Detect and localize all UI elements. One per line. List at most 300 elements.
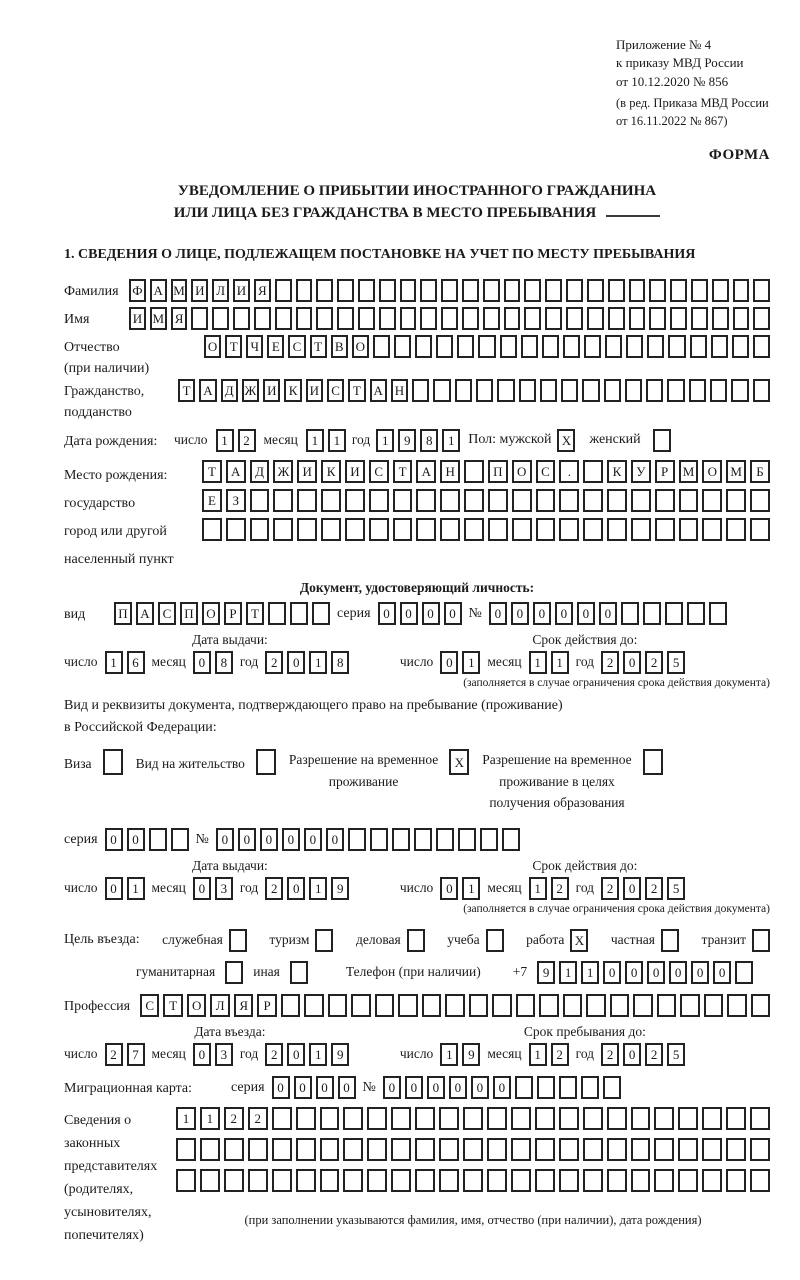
form-cell[interactable] (416, 489, 436, 512)
form-cell[interactable]: 2 (601, 877, 619, 900)
form-cell[interactable] (315, 929, 333, 952)
form-cell[interactable]: 0 (260, 828, 278, 851)
form-cell[interactable] (469, 994, 488, 1017)
form-cell[interactable]: 0 (193, 877, 211, 900)
form-cell[interactable] (379, 307, 396, 330)
form-cell[interactable]: А (370, 379, 387, 402)
form-cell[interactable]: Т (246, 602, 264, 625)
form-cell[interactable] (226, 518, 246, 541)
form-cell[interactable]: У (631, 460, 651, 483)
form-cell[interactable]: И (191, 279, 208, 302)
form-cell[interactable] (488, 518, 508, 541)
form-cell[interactable] (607, 518, 627, 541)
form-cell[interactable]: 2 (601, 651, 619, 674)
form-cell[interactable]: 1 (462, 877, 480, 900)
form-cell[interactable] (670, 307, 687, 330)
form-cell[interactable] (440, 489, 460, 512)
form-cell[interactable] (631, 489, 651, 512)
form-cell[interactable] (212, 307, 229, 330)
form-cell[interactable]: 1 (581, 961, 599, 984)
form-cell[interactable] (690, 335, 707, 358)
form-cell[interactable]: П (180, 602, 198, 625)
form-cell[interactable] (603, 1076, 621, 1099)
form-cell[interactable] (275, 279, 292, 302)
form-cell[interactable] (702, 1138, 722, 1161)
form-cell[interactable]: С (158, 602, 176, 625)
form-cell[interactable]: О (352, 335, 369, 358)
form-cell[interactable]: 9 (537, 961, 555, 984)
form-cell[interactable]: М (679, 460, 699, 483)
form-cell[interactable] (268, 602, 286, 625)
form-cell[interactable] (542, 335, 559, 358)
form-cell[interactable] (711, 335, 728, 358)
form-cell[interactable] (304, 994, 323, 1017)
form-cell[interactable] (458, 828, 476, 851)
form-cell[interactable] (229, 929, 247, 952)
form-cell[interactable] (439, 1138, 459, 1161)
form-cell[interactable] (487, 1107, 507, 1130)
form-cell[interactable] (415, 1138, 435, 1161)
form-cell[interactable] (524, 279, 541, 302)
form-cell[interactable] (367, 1107, 387, 1130)
form-cell[interactable] (521, 335, 538, 358)
form-cell[interactable] (504, 307, 521, 330)
form-cell[interactable]: 0 (405, 1076, 423, 1099)
form-cell[interactable] (416, 518, 436, 541)
form-cell[interactable]: 6 (127, 651, 145, 674)
form-cell[interactable]: 1 (306, 429, 324, 452)
form-cell[interactable] (559, 489, 579, 512)
form-cell[interactable] (654, 1107, 674, 1130)
form-cell[interactable] (415, 335, 432, 358)
form-cell[interactable]: 0 (427, 1076, 445, 1099)
form-cell[interactable] (535, 1107, 555, 1130)
form-cell[interactable]: 0 (216, 828, 234, 851)
form-cell[interactable] (478, 335, 495, 358)
form-cell[interactable] (439, 1107, 459, 1130)
form-cell[interactable] (392, 828, 410, 851)
form-cell[interactable]: 0 (440, 651, 458, 674)
form-cell[interactable] (679, 489, 699, 512)
form-cell[interactable]: 0 (647, 961, 665, 984)
form-cell[interactable]: 0 (422, 602, 440, 625)
form-cell[interactable] (420, 279, 437, 302)
form-cell[interactable]: 7 (127, 1043, 145, 1066)
form-cell[interactable]: 0 (378, 602, 396, 625)
form-cell[interactable]: 1 (200, 1107, 220, 1130)
form-cell[interactable]: 0 (489, 602, 507, 625)
form-cell[interactable] (631, 1169, 651, 1192)
form-cell[interactable] (583, 1169, 603, 1192)
form-cell[interactable]: С (288, 335, 305, 358)
form-cell[interactable]: 1 (529, 1043, 547, 1066)
form-cell[interactable]: 0 (282, 828, 300, 851)
form-cell[interactable] (296, 279, 313, 302)
form-cell[interactable] (441, 307, 458, 330)
form-cell[interactable] (751, 994, 770, 1017)
form-cell[interactable]: А (416, 460, 436, 483)
form-cell[interactable]: 0 (623, 651, 641, 674)
form-cell[interactable]: М (150, 307, 167, 330)
form-cell[interactable]: Т (202, 460, 222, 483)
form-cell[interactable] (545, 279, 562, 302)
form-cell[interactable] (367, 1138, 387, 1161)
form-cell[interactable] (463, 1169, 483, 1192)
form-cell[interactable]: Л (212, 279, 229, 302)
form-cell[interactable] (654, 1169, 674, 1192)
form-cell[interactable] (414, 828, 432, 851)
form-cell[interactable] (455, 379, 472, 402)
form-cell[interactable] (488, 489, 508, 512)
form-cell[interactable] (176, 1169, 196, 1192)
form-cell[interactable] (275, 307, 292, 330)
form-cell[interactable] (607, 1107, 627, 1130)
form-cell[interactable] (320, 1138, 340, 1161)
form-cell[interactable] (643, 749, 663, 775)
form-cell[interactable] (566, 307, 583, 330)
form-cell[interactable] (412, 379, 429, 402)
form-cell[interactable] (457, 335, 474, 358)
form-cell[interactable]: З (226, 489, 246, 512)
form-cell[interactable]: 0 (272, 1076, 290, 1099)
form-cell[interactable]: 2 (551, 1043, 569, 1066)
form-cell[interactable] (709, 602, 727, 625)
form-cell[interactable]: 9 (398, 429, 416, 452)
form-cell[interactable]: 2 (265, 877, 283, 900)
form-cell[interactable]: И (306, 379, 323, 402)
form-cell[interactable] (625, 379, 642, 402)
form-cell[interactable] (483, 279, 500, 302)
form-cell[interactable] (343, 1169, 363, 1192)
form-cell[interactable] (607, 1169, 627, 1192)
form-cell[interactable] (343, 1107, 363, 1130)
form-cell[interactable] (487, 1169, 507, 1192)
form-cell[interactable]: Е (202, 489, 222, 512)
form-cell[interactable] (691, 279, 708, 302)
form-cell[interactable] (254, 307, 271, 330)
form-cell[interactable] (515, 1076, 533, 1099)
form-cell[interactable]: И (297, 460, 317, 483)
form-cell[interactable] (702, 518, 722, 541)
form-cell[interactable] (233, 307, 250, 330)
form-cell[interactable] (727, 994, 746, 1017)
form-cell[interactable]: 3 (215, 1043, 233, 1066)
form-cell[interactable] (290, 961, 308, 984)
form-cell[interactable] (753, 379, 770, 402)
form-cell[interactable]: 1 (176, 1107, 196, 1130)
form-cell[interactable] (476, 379, 493, 402)
form-cell[interactable]: 0 (287, 877, 305, 900)
form-cell[interactable] (519, 379, 536, 402)
form-cell[interactable]: И (263, 379, 280, 402)
form-cell[interactable] (369, 489, 389, 512)
form-cell[interactable] (296, 1138, 316, 1161)
form-cell[interactable] (657, 994, 676, 1017)
form-cell[interactable]: М (726, 460, 746, 483)
form-cell[interactable] (464, 489, 484, 512)
form-cell[interactable]: И (129, 307, 146, 330)
form-cell[interactable] (200, 1169, 220, 1192)
form-cell[interactable] (511, 1107, 531, 1130)
form-cell[interactable] (712, 279, 729, 302)
form-cell[interactable]: 1 (462, 651, 480, 674)
form-cell[interactable] (407, 929, 425, 952)
form-cell[interactable] (586, 994, 605, 1017)
form-cell[interactable]: 0 (287, 651, 305, 674)
form-cell[interactable] (735, 961, 753, 984)
form-cell[interactable] (436, 828, 454, 851)
form-cell[interactable] (750, 1107, 770, 1130)
form-cell[interactable] (391, 1169, 411, 1192)
form-cell[interactable] (678, 1169, 698, 1192)
form-cell[interactable]: Я (254, 279, 271, 302)
form-cell[interactable] (753, 335, 770, 358)
form-cell[interactable]: 2 (645, 877, 663, 900)
form-cell[interactable]: 1 (551, 651, 569, 674)
form-cell[interactable]: 8 (331, 651, 349, 674)
form-cell[interactable]: 1 (440, 1043, 458, 1066)
form-cell[interactable] (440, 518, 460, 541)
form-cell[interactable] (316, 307, 333, 330)
form-cell[interactable] (348, 828, 366, 851)
form-cell[interactable] (422, 994, 441, 1017)
form-cell[interactable]: Т (178, 379, 195, 402)
form-cell[interactable]: 0 (691, 961, 709, 984)
form-cell[interactable] (559, 1107, 579, 1130)
form-cell[interactable]: 0 (193, 1043, 211, 1066)
form-cell[interactable]: 1 (442, 429, 460, 452)
form-cell[interactable] (321, 489, 341, 512)
form-cell[interactable]: О (202, 602, 220, 625)
form-cell[interactable]: 0 (105, 877, 123, 900)
form-cell[interactable] (394, 335, 411, 358)
form-cell[interactable] (750, 1169, 770, 1192)
form-cell[interactable] (464, 518, 484, 541)
form-cell[interactable] (668, 335, 685, 358)
form-cell[interactable]: Н (391, 379, 408, 402)
form-cell[interactable] (750, 489, 770, 512)
form-cell[interactable] (563, 335, 580, 358)
form-cell[interactable]: 0 (316, 1076, 334, 1099)
form-cell[interactable]: Я (171, 307, 188, 330)
form-cell[interactable]: Р (655, 460, 675, 483)
form-cell[interactable]: 1 (105, 651, 123, 674)
form-cell[interactable]: Е (267, 335, 284, 358)
form-cell[interactable]: 0 (326, 828, 344, 851)
form-cell[interactable] (358, 279, 375, 302)
form-cell[interactable] (726, 489, 746, 512)
form-cell[interactable] (649, 279, 666, 302)
form-cell[interactable]: О (187, 994, 206, 1017)
form-cell[interactable] (492, 994, 511, 1017)
form-cell[interactable]: 0 (440, 877, 458, 900)
form-cell[interactable]: 1 (559, 961, 577, 984)
form-cell[interactable] (621, 602, 639, 625)
form-cell[interactable] (607, 1138, 627, 1161)
form-cell[interactable] (393, 518, 413, 541)
form-cell[interactable]: Т (310, 335, 327, 358)
form-cell[interactable] (248, 1138, 268, 1161)
form-cell[interactable] (337, 307, 354, 330)
form-cell[interactable] (680, 994, 699, 1017)
form-cell[interactable] (581, 1076, 599, 1099)
form-cell[interactable] (726, 1138, 746, 1161)
form-cell[interactable] (393, 489, 413, 512)
form-cell[interactable]: М (171, 279, 188, 302)
form-cell[interactable] (391, 1138, 411, 1161)
form-cell[interactable] (559, 1076, 577, 1099)
form-cell[interactable]: Т (348, 379, 365, 402)
form-cell[interactable] (486, 929, 504, 952)
form-cell[interactable]: И (233, 279, 250, 302)
form-cell[interactable]: П (488, 460, 508, 483)
form-cell[interactable]: Б (750, 460, 770, 483)
form-cell[interactable] (687, 602, 705, 625)
form-cell[interactable]: 0 (304, 828, 322, 851)
form-cell[interactable] (633, 994, 652, 1017)
form-cell[interactable] (655, 489, 675, 512)
form-cell[interactable]: 0 (105, 828, 123, 851)
form-cell[interactable] (225, 961, 243, 984)
form-cell[interactable]: 2 (265, 651, 283, 674)
form-cell[interactable] (559, 1138, 579, 1161)
form-cell[interactable]: 5 (667, 877, 685, 900)
form-cell[interactable]: С (327, 379, 344, 402)
form-cell[interactable] (321, 518, 341, 541)
form-cell[interactable] (691, 307, 708, 330)
form-cell[interactable] (653, 429, 671, 452)
form-cell[interactable] (750, 1138, 770, 1161)
form-cell[interactable]: 1 (376, 429, 394, 452)
form-cell[interactable]: 0 (471, 1076, 489, 1099)
form-cell[interactable]: С (536, 460, 556, 483)
form-cell[interactable]: 1 (309, 1043, 327, 1066)
form-cell[interactable] (607, 489, 627, 512)
form-cell[interactable] (647, 335, 664, 358)
form-cell[interactable] (511, 1169, 531, 1192)
form-cell[interactable] (511, 1138, 531, 1161)
form-cell[interactable]: К (607, 460, 627, 483)
form-cell[interactable]: 0 (669, 961, 687, 984)
form-cell[interactable] (733, 279, 750, 302)
form-cell[interactable] (587, 307, 604, 330)
form-cell[interactable]: 1 (309, 651, 327, 674)
form-cell[interactable] (370, 828, 388, 851)
form-cell[interactable] (661, 929, 679, 952)
form-cell[interactable] (441, 279, 458, 302)
form-cell[interactable] (462, 307, 479, 330)
form-cell[interactable]: 1 (529, 651, 547, 674)
form-cell[interactable] (500, 335, 517, 358)
form-cell[interactable] (631, 1138, 651, 1161)
form-cell[interactable]: 5 (667, 1043, 685, 1066)
form-cell[interactable] (678, 1138, 698, 1161)
form-cell[interactable] (248, 1169, 268, 1192)
form-cell[interactable]: Д (221, 379, 238, 402)
form-cell[interactable] (704, 994, 723, 1017)
form-cell[interactable]: А (199, 379, 216, 402)
form-cell[interactable] (726, 1107, 746, 1130)
form-cell[interactable] (608, 307, 625, 330)
form-cell[interactable] (176, 1138, 196, 1161)
form-cell[interactable] (200, 1138, 220, 1161)
form-cell[interactable]: 9 (331, 1043, 349, 1066)
form-cell[interactable]: 0 (449, 1076, 467, 1099)
form-cell[interactable]: 0 (444, 602, 462, 625)
form-cell[interactable] (316, 279, 333, 302)
form-cell[interactable] (337, 279, 354, 302)
form-cell[interactable] (524, 307, 541, 330)
form-cell[interactable] (670, 279, 687, 302)
form-cell[interactable]: 0 (625, 961, 643, 984)
form-cell[interactable]: Н (440, 460, 460, 483)
form-cell[interactable]: 0 (193, 651, 211, 674)
form-cell[interactable] (400, 307, 417, 330)
form-cell[interactable]: 0 (603, 961, 621, 984)
form-cell[interactable] (415, 1169, 435, 1192)
form-cell[interactable]: О (204, 335, 221, 358)
form-cell[interactable] (702, 1107, 722, 1130)
form-cell[interactable] (559, 518, 579, 541)
form-cell[interactable] (345, 489, 365, 512)
form-cell[interactable] (536, 489, 556, 512)
form-cell[interactable]: Л (210, 994, 229, 1017)
form-cell[interactable]: 2 (105, 1043, 123, 1066)
form-cell[interactable] (654, 1138, 674, 1161)
form-cell[interactable]: И (345, 460, 365, 483)
form-cell[interactable]: А (226, 460, 246, 483)
form-cell[interactable] (631, 518, 651, 541)
form-cell[interactable] (732, 335, 749, 358)
form-cell[interactable]: Д (250, 460, 270, 483)
form-cell[interactable]: Я (234, 994, 253, 1017)
form-cell[interactable] (753, 279, 770, 302)
form-cell[interactable] (629, 279, 646, 302)
form-cell[interactable] (512, 518, 532, 541)
form-cell[interactable] (649, 307, 666, 330)
form-cell[interactable]: 1 (309, 877, 327, 900)
form-cell[interactable] (379, 279, 396, 302)
form-cell[interactable] (539, 994, 558, 1017)
form-cell[interactable] (328, 994, 347, 1017)
form-cell[interactable] (540, 379, 557, 402)
form-cell[interactable]: Р (224, 602, 242, 625)
form-cell[interactable] (296, 307, 313, 330)
form-cell[interactable]: 0 (338, 1076, 356, 1099)
form-cell[interactable]: 0 (577, 602, 595, 625)
form-cell[interactable] (587, 279, 604, 302)
form-cell[interactable] (750, 518, 770, 541)
form-cell[interactable] (483, 307, 500, 330)
form-cell[interactable] (358, 307, 375, 330)
form-cell[interactable] (563, 994, 582, 1017)
form-cell[interactable]: Ж (273, 460, 293, 483)
form-cell[interactable] (420, 307, 437, 330)
form-cell[interactable] (678, 1107, 698, 1130)
form-cell[interactable] (369, 518, 389, 541)
form-cell[interactable]: Ф (129, 279, 146, 302)
form-cell[interactable] (726, 1169, 746, 1192)
form-cell[interactable] (561, 379, 578, 402)
form-cell[interactable] (726, 518, 746, 541)
form-cell[interactable] (583, 460, 603, 483)
form-cell[interactable] (631, 1107, 651, 1130)
form-cell[interactable] (250, 489, 270, 512)
form-cell[interactable] (436, 335, 453, 358)
form-cell[interactable]: С (140, 994, 159, 1017)
form-cell[interactable]: О (512, 460, 532, 483)
form-cell[interactable] (320, 1107, 340, 1130)
